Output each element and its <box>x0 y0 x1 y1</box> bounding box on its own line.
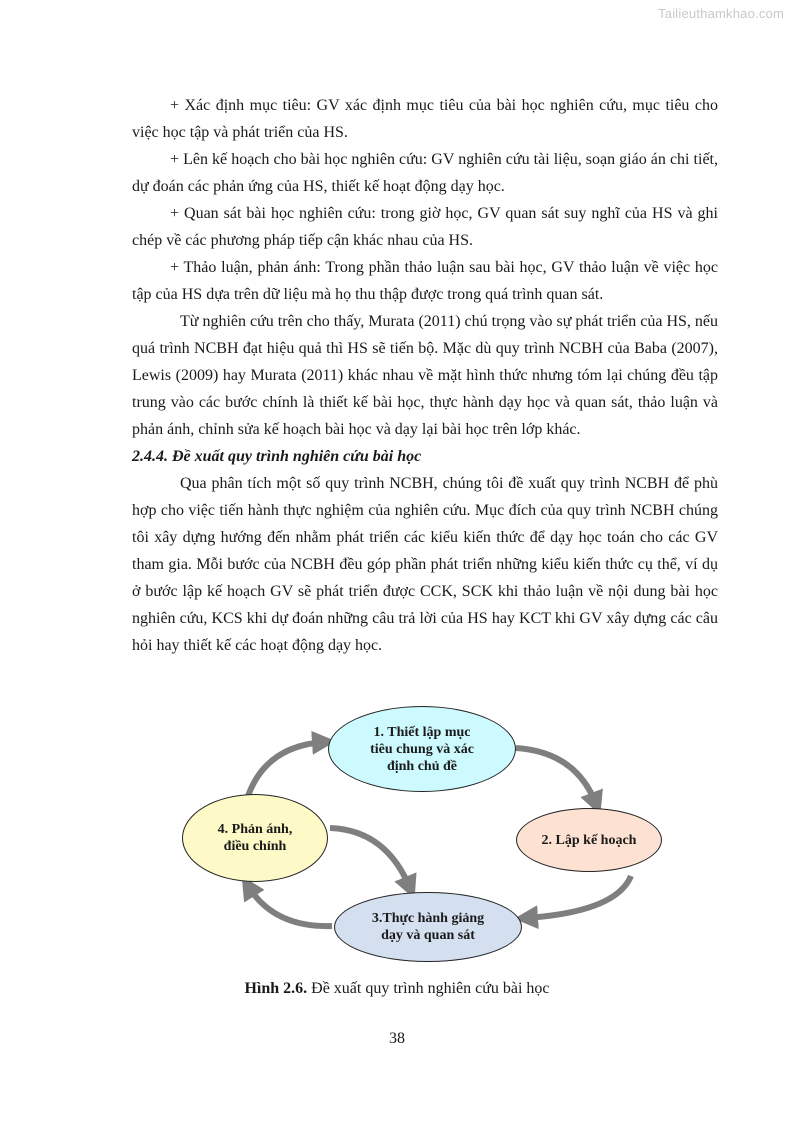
page-number: 38 <box>389 1030 405 1047</box>
arrow-4-to-3 <box>330 828 410 888</box>
step-2-label: 2. Lập kế hoạch <box>541 832 637 848</box>
figure-caption-text: Đề xuất quy trình nghiên cứu bài học <box>307 980 550 997</box>
page-body <box>132 92 718 659</box>
paragraph-discuss: + Thảo luận, phản ánh: Trong phần thảo luận sau bài học, GV thảo luận về việc học tập của HS dựa trên dữ liệu mà họ thu thập được trong quá trình quan sát. <box>132 259 718 303</box>
step-1-label-line-3: định chủ đề <box>386 758 458 774</box>
arrow-1-to-2 <box>516 748 596 804</box>
paragraph-plan: + Lên kế hoạch cho bài học nghiên cứu: GV nghiên cứu tài liệu, soạn giáo án chi tiết, dự đoán các phản ứng của HS, thiết kế hoạt động dạy học. <box>132 151 718 195</box>
figure-caption-label: Hình 2.6. <box>244 980 308 997</box>
section-heading: 2.4.4. Đề xuất quy trình nghiên cứu bài học <box>132 448 422 465</box>
step-4-label-line-1: 4. Phản ánh, <box>217 822 293 837</box>
process-cycle-diagram <box>176 700 666 972</box>
paragraph-proposal: Qua phân tích một số quy trình NCBH, chúng tôi đề xuất quy trình NCBH để phù hợp cho việc tiến hành thực nghiệm của nghiên cứu. Mục đích của quy trình NCBH chúng tôi xây dựng hướng đến nhằm phát triển các kiểu kiến thức để dạy học toán cho các GV tham gia. Mỗi bước của NCBH đều góp phần phát triển những kiểu kiến thức cụ thể, ví dụ ở bước lập kế hoạch GV sẽ phát triển được CCK, SCK khi thảo luận về nội dung bài học nghiên cứu, KCS khi dự đoán những câu trả lời của HS hay KCT khi GV xây dựng các câu hỏi hay thiết kế các hoạt động dạy học. <box>132 475 718 654</box>
step-3-teach-observe <box>334 892 522 962</box>
paragraph-goal: + Xác định mục tiêu: GV xác định mục tiêu của bài học nghiên cứu, mục tiêu cho việc học tập và phát triển của HS. <box>132 97 718 141</box>
figure-caption <box>0 980 794 998</box>
arrow-4-to-1 <box>248 742 324 796</box>
step-1-label-line-2: tiêu chung và xác <box>370 741 474 757</box>
paragraph-observe: + Quan sát bài học nghiên cứu: trong giờ học, GV quan sát suy nghĩ của HS và ghi chép về các phương pháp tiếp cận khác nhau của HS. <box>132 205 718 249</box>
paragraph-summary: Từ nghiên cứu trên cho thấy, Murata (2011) chú trọng vào sự phát triển của HS, nếu quá trình NCBH đạt hiệu quả thì HS sẽ tiến bộ. Mặc dù quy trình NCBH của Baba (2007), Lewis (2009) hay Murata (2011) khác nhau về mặt hình thức nhưng tóm lại chúng đều tập trung vào các bước chính là thiết kế bài học, thực hành dạy học và quan sát, thảo luận và phản ánh, chỉnh sửa kế hoạch bài học và dạy lại bài học trên lớp khác. <box>132 313 719 438</box>
step-1-set-goals <box>328 706 516 792</box>
step-3-label-line-2: dạy và quan sát <box>381 928 475 943</box>
step-3-label-line-1: 3.Thực hành giảng <box>371 911 485 926</box>
step-2-planning <box>516 808 662 872</box>
step-4-label-line-2: điều chỉnh <box>223 839 287 854</box>
arrow-3-to-4 <box>248 886 332 926</box>
step-4-reflect-adjust <box>182 794 328 882</box>
step-1-label-line-1: 1. Thiết lập mục <box>373 724 471 740</box>
arrow-2-to-3 <box>526 876 631 918</box>
watermark: Tailieuthamkhao.com <box>658 6 784 21</box>
